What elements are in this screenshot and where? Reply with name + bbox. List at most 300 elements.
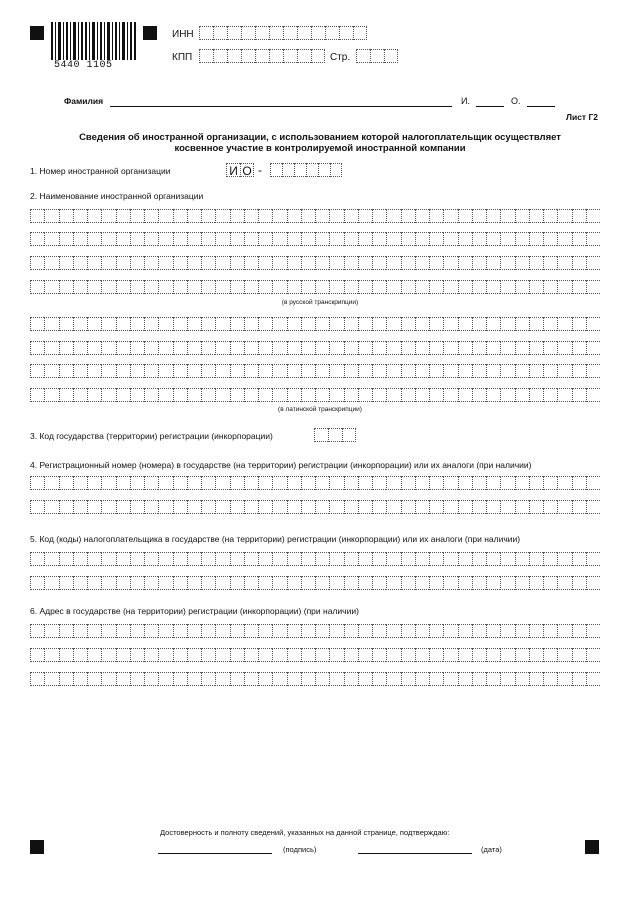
input-cell[interactable] — [415, 672, 429, 686]
input-cell[interactable] — [59, 364, 73, 378]
input-cell[interactable] — [201, 388, 215, 402]
input-cell[interactable] — [30, 500, 44, 514]
input-cell[interactable] — [429, 576, 443, 590]
input-cell[interactable] — [529, 280, 543, 294]
input-cell[interactable] — [73, 280, 87, 294]
input-cell[interactable] — [101, 280, 115, 294]
input-cell[interactable] — [201, 364, 215, 378]
input-cell[interactable] — [244, 672, 258, 686]
input-cell[interactable] — [173, 576, 187, 590]
input-cell[interactable] — [73, 476, 87, 490]
input-cell[interactable] — [358, 552, 372, 566]
input-cell[interactable] — [515, 341, 529, 355]
input-cell[interactable] — [358, 364, 372, 378]
input-cell[interactable] — [344, 648, 358, 662]
input-cell[interactable] — [372, 672, 386, 686]
input-cell[interactable] — [344, 256, 358, 270]
input-cell[interactable] — [386, 552, 400, 566]
input-cell[interactable] — [116, 388, 130, 402]
input-cell[interactable] — [272, 476, 286, 490]
input-cell[interactable] — [158, 280, 172, 294]
input-cell[interactable] — [311, 49, 325, 63]
input-cell[interactable] — [144, 256, 158, 270]
input-cell[interactable] — [315, 256, 329, 270]
input-cell[interactable] — [301, 364, 315, 378]
input-cell[interactable] — [30, 209, 44, 223]
input-cell[interactable] — [515, 576, 529, 590]
input-cell[interactable] — [230, 280, 244, 294]
input-cell[interactable] — [443, 672, 457, 686]
input-cell[interactable] — [344, 476, 358, 490]
input-cell[interactable] — [472, 209, 486, 223]
input-cell[interactable] — [101, 624, 115, 638]
input-cell[interactable] — [73, 209, 87, 223]
input-cell[interactable] — [230, 341, 244, 355]
input-cell[interactable] — [272, 232, 286, 246]
input-cell[interactable] — [315, 648, 329, 662]
input-cell[interactable] — [429, 648, 443, 662]
input-cell[interactable] — [458, 256, 472, 270]
input-cell[interactable] — [272, 500, 286, 514]
input-cell[interactable] — [158, 672, 172, 686]
input-cell[interactable] — [458, 364, 472, 378]
input-cell[interactable] — [557, 672, 571, 686]
input-cell[interactable] — [201, 576, 215, 590]
input-cell[interactable] — [272, 672, 286, 686]
input-cell[interactable] — [500, 232, 514, 246]
input-cell[interactable] — [30, 672, 44, 686]
input-cell[interactable] — [329, 648, 343, 662]
input-cell[interactable] — [272, 341, 286, 355]
input-cell[interactable] — [415, 317, 429, 331]
input-cell[interactable] — [116, 576, 130, 590]
input-cell[interactable] — [315, 341, 329, 355]
input-cell[interactable] — [315, 388, 329, 402]
input-cell[interactable] — [586, 500, 600, 514]
input-cell[interactable] — [130, 672, 144, 686]
input-cell[interactable] — [344, 624, 358, 638]
input-cell[interactable] — [30, 576, 44, 590]
input-cell[interactable] — [201, 317, 215, 331]
input-cell[interactable] — [329, 317, 343, 331]
input-cell[interactable] — [386, 624, 400, 638]
input-cell[interactable] — [353, 26, 367, 40]
input-cell[interactable] — [543, 500, 557, 514]
input-cell[interactable] — [486, 317, 500, 331]
initial-o-field[interactable] — [527, 106, 555, 107]
input-cell[interactable] — [415, 624, 429, 638]
input-cell[interactable] — [213, 26, 227, 40]
input-cell[interactable] — [339, 26, 353, 40]
input-cell[interactable] — [144, 280, 158, 294]
input-cell[interactable] — [342, 428, 356, 442]
input-cell[interactable] — [258, 232, 272, 246]
input-cell[interactable] — [557, 552, 571, 566]
input-cell[interactable] — [529, 317, 543, 331]
input-cell[interactable] — [515, 232, 529, 246]
input-cell[interactable] — [187, 388, 201, 402]
input-cell[interactable] — [258, 476, 272, 490]
input-cell[interactable] — [372, 388, 386, 402]
input-cell[interactable] — [199, 49, 213, 63]
input-cell[interactable] — [44, 364, 58, 378]
input-cell[interactable] — [44, 624, 58, 638]
input-cell[interactable] — [244, 388, 258, 402]
input-cell[interactable] — [358, 672, 372, 686]
input-cell[interactable] — [73, 500, 87, 514]
input-cell[interactable] — [429, 232, 443, 246]
initial-i-field[interactable] — [476, 106, 504, 107]
input-cell[interactable] — [386, 341, 400, 355]
surname-field[interactable] — [110, 106, 452, 107]
input-cell[interactable] — [87, 552, 101, 566]
input-cell[interactable] — [572, 552, 586, 566]
input-cell[interactable] — [344, 280, 358, 294]
input-cell[interactable] — [443, 317, 457, 331]
input-cell[interactable] — [401, 232, 415, 246]
input-cell[interactable] — [557, 624, 571, 638]
input-cell[interactable] — [315, 672, 329, 686]
input-cell[interactable] — [372, 209, 386, 223]
input-cell[interactable] — [59, 476, 73, 490]
input-cell[interactable] — [283, 26, 297, 40]
input-cell[interactable] — [44, 388, 58, 402]
input-cell[interactable] — [515, 209, 529, 223]
input-cell[interactable] — [529, 648, 543, 662]
input-cell[interactable] — [515, 364, 529, 378]
input-cell[interactable] — [315, 317, 329, 331]
input-cell[interactable] — [372, 624, 386, 638]
input-cell[interactable] — [201, 341, 215, 355]
input-cell[interactable] — [287, 317, 301, 331]
input-cell[interactable] — [315, 232, 329, 246]
input-cell[interactable] — [287, 576, 301, 590]
input-cell[interactable] — [529, 256, 543, 270]
input-cell[interactable] — [30, 280, 44, 294]
input-cell[interactable] — [586, 280, 600, 294]
input-cell[interactable] — [87, 500, 101, 514]
kpp-field[interactable] — [199, 49, 325, 63]
input-cell[interactable] — [586, 648, 600, 662]
input-cell[interactable] — [458, 388, 472, 402]
input-cell[interactable] — [230, 648, 244, 662]
input-cell[interactable] — [201, 552, 215, 566]
input-cell[interactable] — [283, 49, 297, 63]
input-cell[interactable] — [287, 500, 301, 514]
input-cell[interactable] — [30, 317, 44, 331]
input-cell[interactable] — [215, 256, 229, 270]
input-cell[interactable] — [101, 576, 115, 590]
input-cell[interactable] — [557, 576, 571, 590]
input-cell[interactable] — [586, 388, 600, 402]
input-cell[interactable] — [543, 209, 557, 223]
input-cell[interactable] — [415, 341, 429, 355]
input-cell[interactable] — [301, 624, 315, 638]
input-cell[interactable] — [101, 552, 115, 566]
input-cell[interactable] — [87, 256, 101, 270]
input-cell[interactable] — [543, 280, 557, 294]
input-cell[interactable] — [144, 341, 158, 355]
input-cell[interactable] — [244, 341, 258, 355]
input-cell[interactable] — [415, 500, 429, 514]
input-cell[interactable] — [329, 476, 343, 490]
input-cell[interactable] — [215, 672, 229, 686]
input-cell[interactable] — [486, 256, 500, 270]
input-cell[interactable] — [87, 341, 101, 355]
input-cell[interactable] — [315, 209, 329, 223]
input-cell[interactable] — [472, 476, 486, 490]
input-cell[interactable] — [144, 476, 158, 490]
input-cell[interactable] — [187, 317, 201, 331]
input-cell[interactable] — [472, 388, 486, 402]
input-cell[interactable] — [258, 576, 272, 590]
input-cell[interactable] — [543, 317, 557, 331]
input-cell[interactable] — [301, 209, 315, 223]
input-cell[interactable] — [443, 388, 457, 402]
input-cell[interactable] — [500, 209, 514, 223]
input-cell[interactable] — [173, 476, 187, 490]
input-cell[interactable] — [144, 317, 158, 331]
input-cell[interactable] — [187, 232, 201, 246]
input-cell[interactable] — [572, 672, 586, 686]
input-cell[interactable] — [187, 672, 201, 686]
input-cell[interactable] — [87, 232, 101, 246]
input-cell[interactable] — [173, 341, 187, 355]
input-cell[interactable] — [215, 317, 229, 331]
input-cell[interactable] — [429, 500, 443, 514]
input-cell[interactable] — [59, 232, 73, 246]
input-cell[interactable] — [443, 209, 457, 223]
input-cell[interactable] — [144, 648, 158, 662]
input-cell[interactable] — [130, 317, 144, 331]
input-cell[interactable] — [144, 364, 158, 378]
input-cell[interactable] — [244, 280, 258, 294]
input-cell[interactable] — [287, 552, 301, 566]
input-cell[interactable] — [500, 672, 514, 686]
input-cell[interactable] — [486, 209, 500, 223]
input-cell[interactable] — [87, 280, 101, 294]
input-cell[interactable] — [215, 552, 229, 566]
input-cell[interactable] — [215, 648, 229, 662]
input-cell[interactable] — [101, 476, 115, 490]
input-cell[interactable] — [187, 624, 201, 638]
input-cell[interactable] — [358, 341, 372, 355]
input-cell[interactable] — [429, 672, 443, 686]
input-cell[interactable] — [44, 280, 58, 294]
input-cell[interactable] — [116, 364, 130, 378]
input-cell[interactable] — [356, 49, 370, 63]
input-cell[interactable] — [287, 388, 301, 402]
input-cell[interactable] — [458, 280, 472, 294]
input-cell[interactable] — [329, 256, 343, 270]
input-cell[interactable] — [287, 280, 301, 294]
input-cell[interactable] — [73, 317, 87, 331]
input-cell[interactable] — [158, 341, 172, 355]
input-cell[interactable] — [158, 256, 172, 270]
input-cell[interactable] — [30, 624, 44, 638]
input-cell[interactable] — [529, 364, 543, 378]
input-cell[interactable] — [572, 232, 586, 246]
input-cell[interactable] — [230, 317, 244, 331]
input-cell[interactable] — [486, 624, 500, 638]
input-cell[interactable] — [557, 209, 571, 223]
input-cell[interactable] — [44, 500, 58, 514]
input-cell[interactable] — [458, 317, 472, 331]
input-cell[interactable] — [158, 317, 172, 331]
input-cell[interactable] — [401, 364, 415, 378]
input-cell[interactable] — [116, 648, 130, 662]
input-cell[interactable] — [258, 280, 272, 294]
input-cell[interactable] — [472, 280, 486, 294]
input-cell[interactable] — [315, 280, 329, 294]
input-cell[interactable] — [272, 624, 286, 638]
input-cell[interactable] — [386, 364, 400, 378]
input-cell[interactable] — [415, 552, 429, 566]
input-cell[interactable] — [358, 388, 372, 402]
input-cell[interactable] — [472, 232, 486, 246]
input-cell[interactable] — [87, 476, 101, 490]
input-cell[interactable] — [458, 552, 472, 566]
input-cell[interactable] — [116, 672, 130, 686]
input-cell[interactable] — [244, 624, 258, 638]
input-cell[interactable] — [201, 209, 215, 223]
input-cell[interactable] — [287, 209, 301, 223]
input-cell[interactable] — [130, 388, 144, 402]
input-cell[interactable] — [158, 552, 172, 566]
input-cell[interactable] — [358, 500, 372, 514]
input-cell[interactable] — [429, 209, 443, 223]
input-cell[interactable] — [515, 476, 529, 490]
input-cell[interactable] — [458, 209, 472, 223]
input-cell[interactable] — [586, 341, 600, 355]
input-cell[interactable] — [301, 317, 315, 331]
input-cell[interactable] — [158, 576, 172, 590]
input-cell[interactable] — [401, 576, 415, 590]
input-cell[interactable] — [101, 388, 115, 402]
input-cell[interactable] — [472, 672, 486, 686]
input-cell[interactable] — [372, 232, 386, 246]
input-cell[interactable] — [311, 26, 325, 40]
input-cell[interactable] — [258, 648, 272, 662]
input-cell[interactable] — [415, 280, 429, 294]
input-cell[interactable] — [230, 624, 244, 638]
input-cell[interactable] — [101, 364, 115, 378]
input-cell[interactable] — [130, 232, 144, 246]
input-cell[interactable] — [486, 364, 500, 378]
input-cell[interactable] — [187, 280, 201, 294]
input-cell[interactable] — [87, 209, 101, 223]
input-cell[interactable] — [287, 364, 301, 378]
input-cell[interactable] — [572, 576, 586, 590]
input-cell[interactable] — [116, 552, 130, 566]
input-cell[interactable] — [557, 648, 571, 662]
input-cell[interactable] — [370, 49, 384, 63]
input-cell[interactable] — [215, 500, 229, 514]
input-cell[interactable] — [116, 624, 130, 638]
input-cell[interactable] — [515, 648, 529, 662]
input-cell[interactable] — [401, 648, 415, 662]
input-cell[interactable] — [372, 341, 386, 355]
input-cell[interactable] — [458, 476, 472, 490]
input-cell[interactable] — [415, 232, 429, 246]
input-cell[interactable] — [301, 648, 315, 662]
input-cell[interactable] — [515, 388, 529, 402]
input-cell[interactable] — [458, 672, 472, 686]
input-cell[interactable] — [215, 209, 229, 223]
input-cell[interactable] — [301, 576, 315, 590]
input-cell[interactable] — [543, 341, 557, 355]
input-cell[interactable] — [187, 341, 201, 355]
input-cell[interactable] — [429, 341, 443, 355]
input-cell[interactable] — [500, 624, 514, 638]
input-cell[interactable] — [529, 672, 543, 686]
input-cell[interactable] — [44, 476, 58, 490]
input-cell[interactable] — [358, 476, 372, 490]
input-cell[interactable] — [386, 576, 400, 590]
input-cell[interactable] — [344, 500, 358, 514]
input-cell[interactable] — [429, 624, 443, 638]
input-cell[interactable] — [282, 163, 294, 177]
input-cell[interactable] — [73, 256, 87, 270]
input-cell[interactable] — [44, 209, 58, 223]
input-cell[interactable] — [543, 624, 557, 638]
input-cell[interactable] — [116, 209, 130, 223]
input-cell[interactable] — [301, 232, 315, 246]
input-cell[interactable] — [386, 280, 400, 294]
input-cell[interactable] — [59, 280, 73, 294]
input-cell[interactable] — [328, 428, 342, 442]
input-cell[interactable] — [44, 341, 58, 355]
input-cell[interactable] — [287, 672, 301, 686]
input-cell[interactable] — [272, 209, 286, 223]
input-cell[interactable] — [201, 672, 215, 686]
input-cell[interactable] — [500, 364, 514, 378]
input-cell[interactable] — [173, 364, 187, 378]
input-cell[interactable] — [344, 364, 358, 378]
input-cell[interactable] — [158, 624, 172, 638]
input-cell[interactable] — [415, 648, 429, 662]
input-cell[interactable] — [130, 209, 144, 223]
input-cell[interactable] — [572, 624, 586, 638]
input-cell[interactable] — [415, 209, 429, 223]
input-cell[interactable] — [372, 280, 386, 294]
input-cell[interactable] — [572, 364, 586, 378]
input-cell[interactable] — [543, 648, 557, 662]
input-cell[interactable] — [315, 624, 329, 638]
input-cell[interactable] — [73, 232, 87, 246]
input-cell[interactable] — [87, 576, 101, 590]
input-cell[interactable] — [227, 49, 241, 63]
input-cell[interactable] — [230, 476, 244, 490]
input-cell[interactable] — [230, 552, 244, 566]
input-cell[interactable] — [215, 576, 229, 590]
input-cell[interactable] — [486, 576, 500, 590]
input-cell[interactable] — [572, 280, 586, 294]
input-cell[interactable] — [187, 476, 201, 490]
input-cell[interactable] — [130, 280, 144, 294]
input-cell[interactable] — [116, 280, 130, 294]
input-cell[interactable] — [358, 317, 372, 331]
input-cell[interactable] — [372, 648, 386, 662]
input-cell[interactable] — [443, 232, 457, 246]
input-cell[interactable] — [543, 672, 557, 686]
input-cell[interactable] — [272, 317, 286, 331]
input-cell[interactable] — [443, 256, 457, 270]
input-cell[interactable] — [173, 648, 187, 662]
input-cell[interactable] — [515, 500, 529, 514]
input-cell[interactable] — [230, 672, 244, 686]
input-cell[interactable] — [158, 364, 172, 378]
